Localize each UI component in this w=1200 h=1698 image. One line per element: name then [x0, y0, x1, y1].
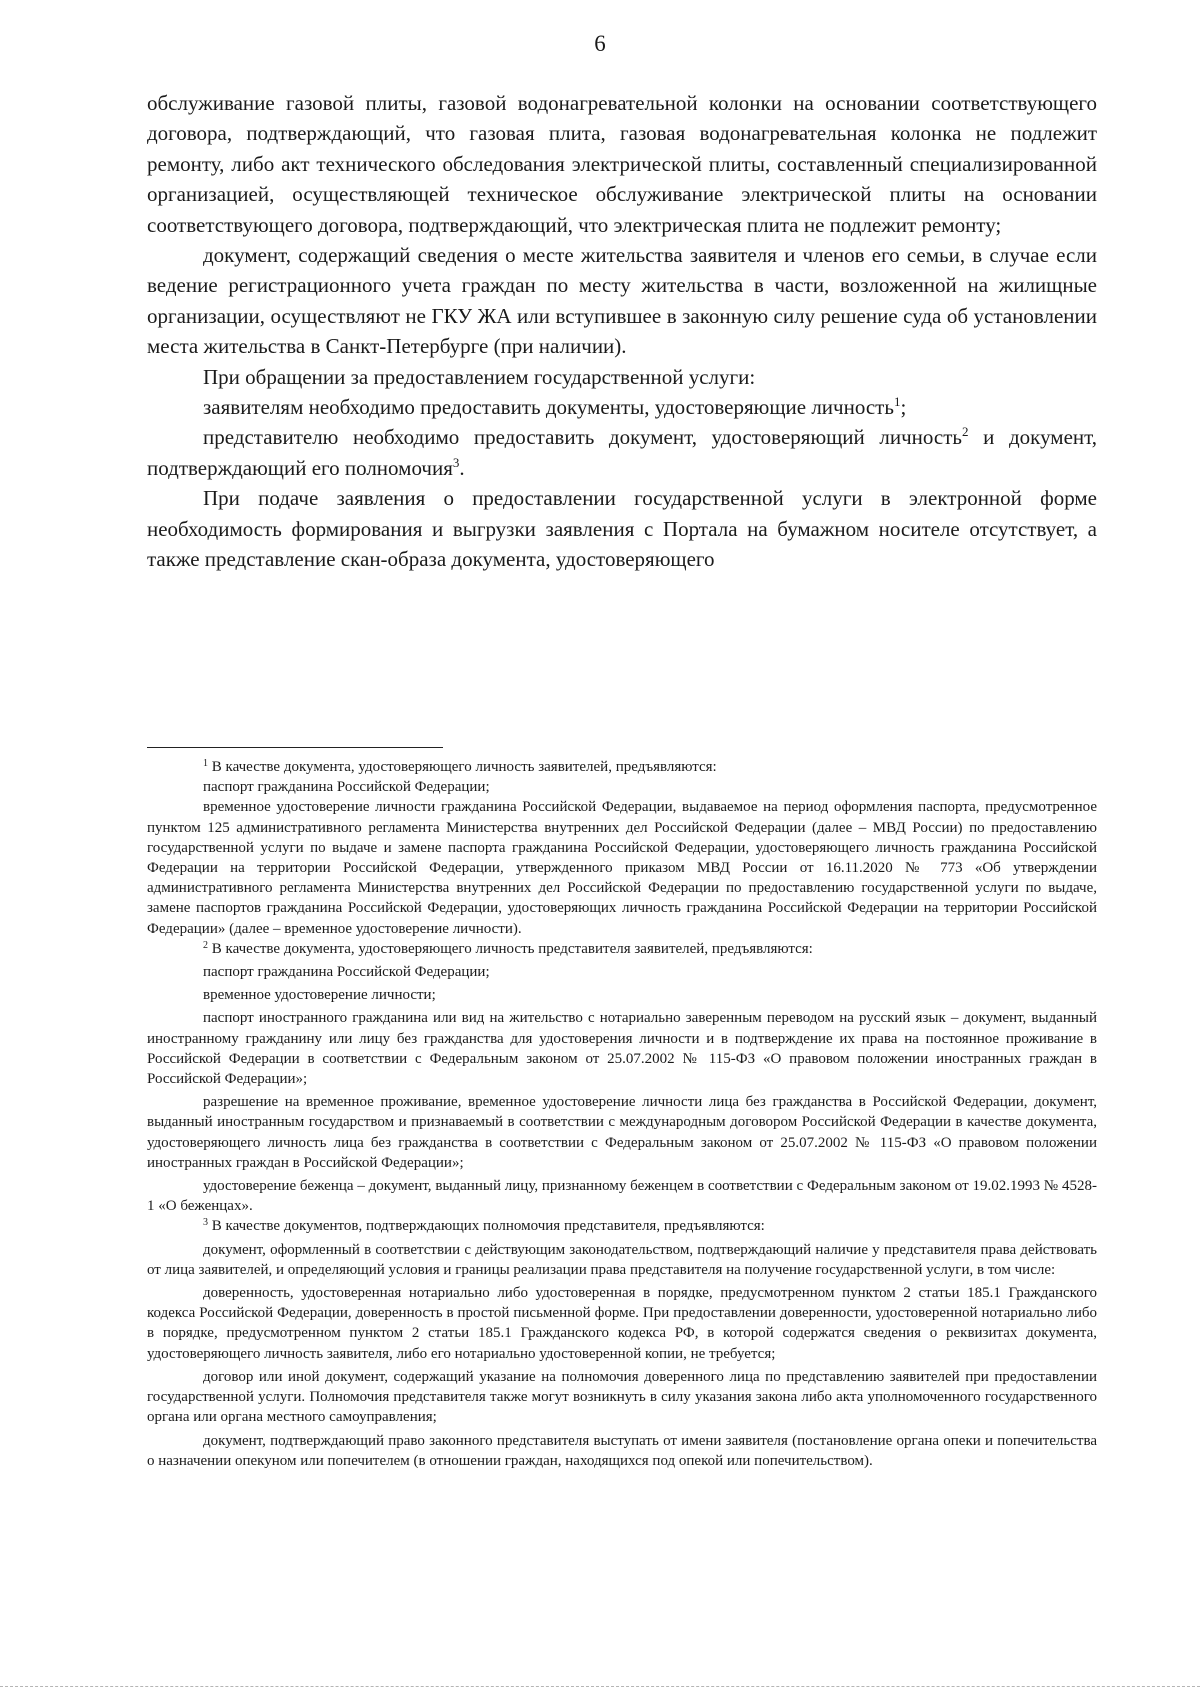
footnote-3-item: документ, оформленный в соответствии с действующим законодательством, подтверждающий наличие у представителя права действовать от лица заявителей, и определяющий условия и границы реализации права представителя на получение государственной услуги, в том числе:: [147, 1241, 1097, 1278]
paragraph-on-application: При обращении за предоставлением государственной услуги:: [203, 364, 756, 389]
scan-edge-line: [0, 1686, 1200, 1687]
footnote-2-intro: [147, 939, 1097, 959]
paragraph-applicant-identity: [147, 392, 1097, 422]
paragraph-text: представителю необходимо предоставить документ, удостоверяющий личность: [203, 425, 963, 450]
footnote-ref-1: 1: [893, 394, 901, 410]
footnote-3-mark: 3: [203, 1217, 208, 1229]
footnote-2-item: паспорт иностранного гражданина или вид на жительство с нотариально заверенным переводом на русский язык – документ, выданный иностранному гражданину или лицу без гражданства для удостоверения личности и в подтверждение их права на постоянное проживание в Российской Федерации в соответствии с Федеральным законом от 25.07.2002 № 115-ФЗ «О правовом положении иностранных граждан в Российской Федерации»;: [147, 1010, 1097, 1088]
paragraph-punct: ;: [900, 395, 907, 420]
footnote-1-item: временное удостоверение личности гражданина Российской Федерации, выдаваемое на период оформления паспорта, предусмотренное пунктом 125 административного регламента Министерства внутренних дел Российской Федерации (далее – МВД России) по предоставлению государственной услуги по выдаче и замене паспорта гражданина Российской Федерации, удостоверяющего личность гражданина Российской Федерации на территории Российской Федерации, утвержденного приказом МВД России от 16.11.2020 № 773 «Об утверждении административного регламента Министерства внутренних дел Российской Федерации по предоставлению государственной услуги по выдаче, замене паспортов гражданина Российской Федерации, удостоверяющих личность гражданина Российской Федерации на территории Российской Федерации» (далее – временное удостоверение личности).: [147, 799, 1097, 937]
paragraph-gas-stove-act: обслуживание газовой плиты, газовой водонагревательной колонки на основании соответствующего договора, подтверждающий, что газовая плита, газовая водонагревательная колонка не подлежит ремонту, либо акт технического обследования электрической плиты, составленный специализированной организацией, осуществляющей техническое обслуживание электрической плиты на основании соответствующего договора, подтверждающий, что электрическая плита не подлежит ремонту;: [147, 91, 1097, 237]
footnote-3-intro: [147, 1216, 1097, 1236]
footnote-1-item: паспорт гражданина Российской Федерации;: [203, 779, 490, 796]
footnote-text: В качестве документа, удостоверяющего личность заявителей, предъявляются:: [208, 759, 717, 775]
paragraph-electronic-form: При подаче заявления о предоставлении государственной услуги в электронной форме необходимость формирования и выгрузки заявления с Портала на бумажном носителе отсутствует, а также представление скан-образа документа, удостоверяющего: [147, 486, 1097, 572]
footnote-3-item: договор или иной документ, содержащий указание на полномочия доверенного лица по представлению заявителей при предоставлении государственной услуги. Полномочия представителя также могут возникнуть в силу указания закона либо акта уполномоченного государственного органа или органа местного самоуправления;: [147, 1368, 1097, 1426]
footnote-2-item: удостоверение беженца – документ, выданный лицу, признанному беженцем в соответствии с Федеральным законом от 19.02.1993 № 4528-1 «О беженцах».: [147, 1178, 1097, 1215]
footnote-3-item: доверенность, удостоверенная нотариально либо удостоверенная в порядке, предусмотренном пунктом 2 статьи 185.1 Гражданского кодекса Российской Федерации, доверенность в простой письменной форме. При предоставлении доверенности, удостоверенной нотариально либо в порядке, предусмотренном пунктом 2 статьи 185.1 Гражданского кодекса РФ, в которой содержатся сведения о реквизитах документа, удостоверяющего личность заявителя, либо его нотариально удостоверенной копии, не требуется;: [147, 1285, 1097, 1362]
footnote-1-mark: 1: [203, 758, 208, 769]
paragraph-punct: .: [459, 455, 465, 480]
footnote-text: В качестве документов, подтверждающих полномочия представителя, предъявляются:: [208, 1218, 765, 1235]
footnotes: [147, 757, 1097, 1471]
paragraph-text: и документ, подтверждающий его полномочия: [147, 425, 1097, 480]
main-text: [147, 88, 1097, 575]
paragraph-representative-identity: [147, 422, 1097, 483]
footnote-2-item: разрешение на временное проживание, временное удостоверение личности лица без гражданства в Российской Федерации, документ, выданный иностранным государством и признаваемый в соответствии с международным договором Российской Федерации в качестве документа, удостоверяющего личность лица без гражданства в соответствии с Федеральным законом от 25.07.2002 № 115-ФЗ «О правовом положении иностранных граждан в Российской Федерации»;: [147, 1094, 1097, 1171]
footnote-2-mark: 2: [203, 939, 208, 951]
footnote-ref-2: 2: [962, 424, 969, 440]
paragraph-residence-document: документ, содержащий сведения о месте жительства заявителя и членов его семьи, в случае если ведение регистрационного учета граждан по месту жительства в части, возложенной на жилищные организации, осуществляют не ГКУ ЖА или вступившее в законную силу решение суда об установлении места жительства в Санкт-Петербурге (при наличии).: [147, 243, 1097, 359]
footnote-separator: [147, 747, 443, 748]
footnote-ref-3: 3: [452, 454, 460, 470]
footnote-2-item: временное удостоверение личности;: [203, 987, 436, 1004]
paragraph-text: заявителям необходимо предоставить документы, удостоверяющие личность: [203, 395, 894, 420]
page-number: 6: [594, 31, 606, 56]
footnote-3-item: документ, подтверждающий право законного представителя выступать от имени заявителя (постановление органа опеки и попечительства о назначении опекуном или попечителем (в отношении граждан, находящихся под опекой или попечительством).: [147, 1432, 1097, 1469]
footnote-2-item: паспорт гражданина Российской Федерации;: [203, 964, 490, 981]
footnote-text: В качестве документа, удостоверяющего личность представителя заявителей, предъявляются:: [208, 940, 813, 957]
footnote-1-intro: [147, 757, 1097, 777]
